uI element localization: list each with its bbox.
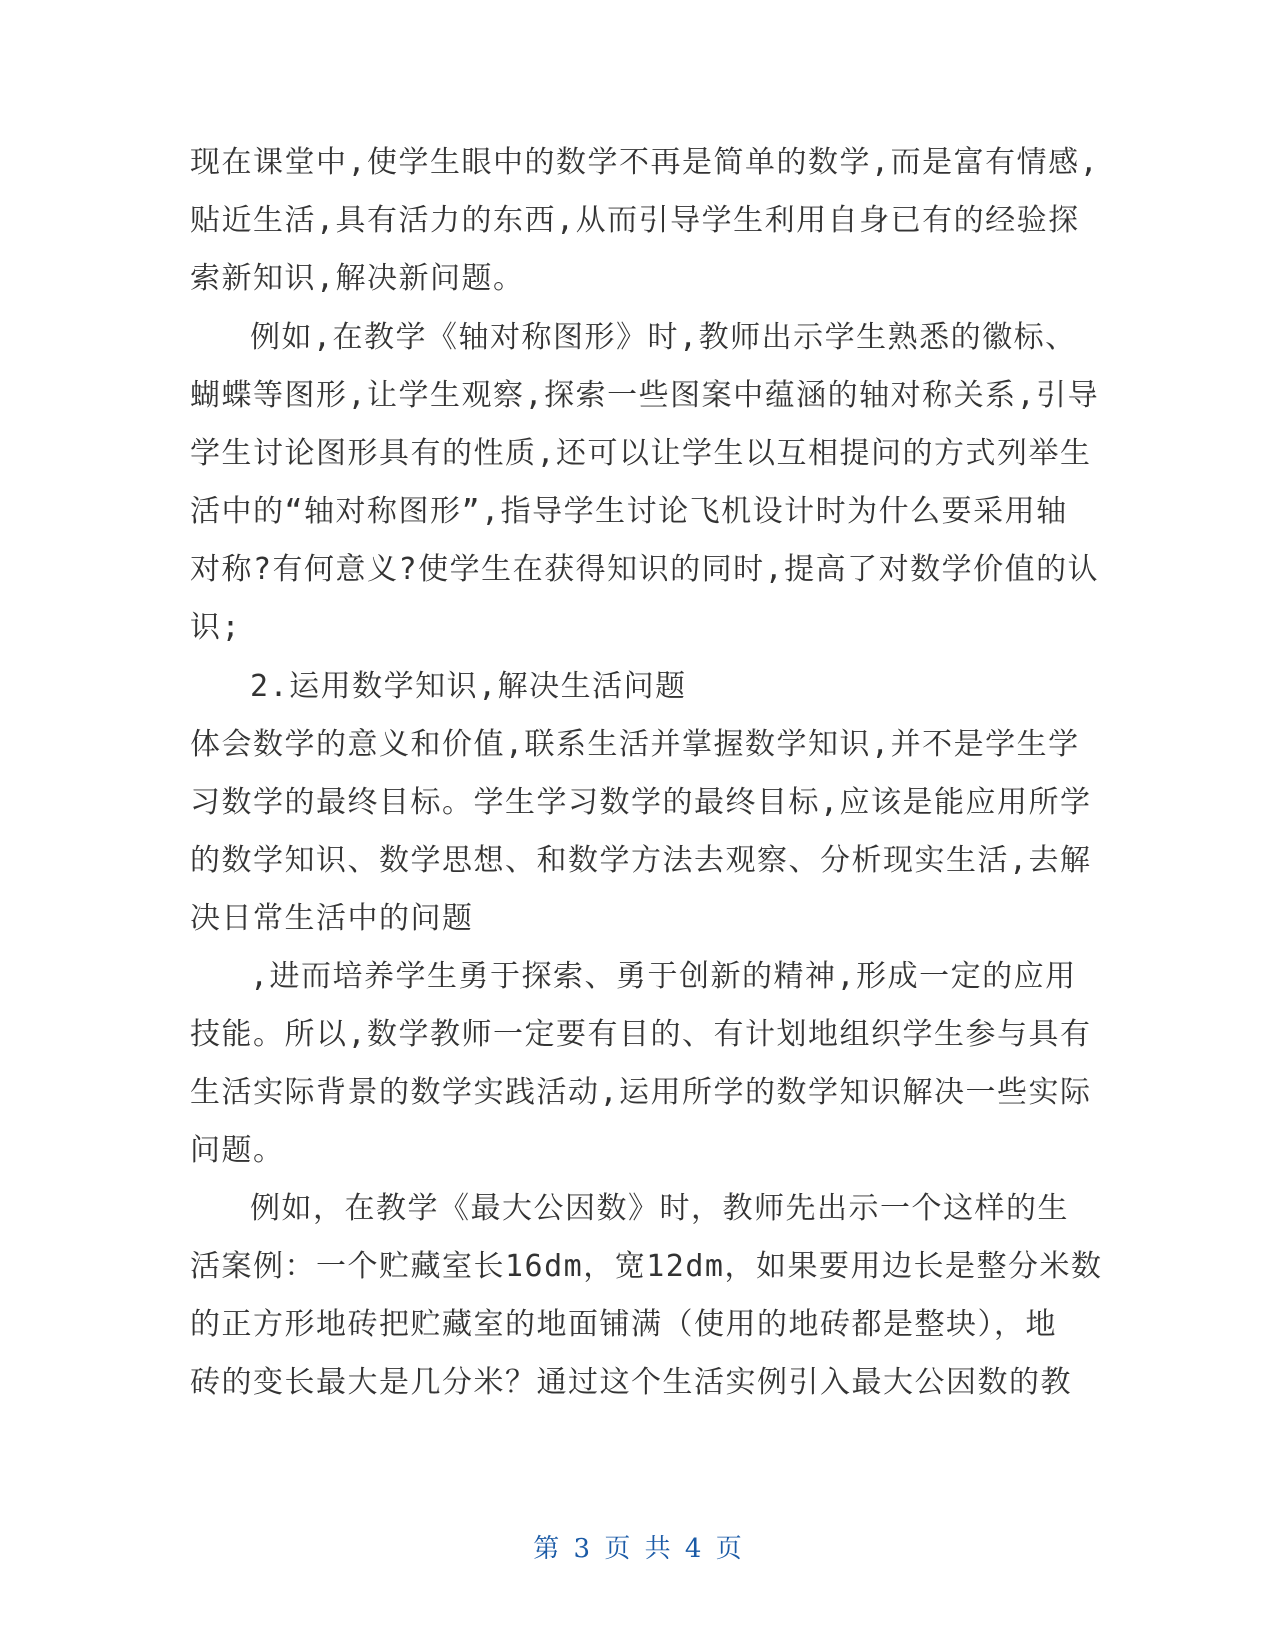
text-line: ,进而培养学生勇于探索、勇于创新的精神,形成一定的应用 bbox=[250, 959, 1077, 994]
section-heading: 2.运用数学知识,解决生活问题 bbox=[250, 669, 687, 704]
text-line: 的正方形地砖把贮藏室的地面铺满（使用的地砖都是整块），地 bbox=[190, 1307, 1057, 1342]
text-line: 例如，在教学《最大公因数》时，教师先出示一个这样的生 bbox=[250, 1191, 1069, 1226]
text-line: 活中的“轴对称图形”,指导学生讨论飞机设计时为什么要采用轴 bbox=[190, 494, 1068, 529]
page-number-footer: 第 3 页 共 4 页 bbox=[533, 1534, 742, 1564]
text-line: 的数学知识、数学思想、和数学方法去观察、分析现实生活,去解 bbox=[190, 843, 1092, 878]
text-line: 生活实际背景的数学实践活动,运用所学的数学知识解决一些实际 bbox=[190, 1075, 1092, 1110]
text-line: 技能。所以,数学教师一定要有目的、有计划地组织学生参与具有 bbox=[190, 1017, 1092, 1052]
text-line: 决日常生活中的问题 bbox=[190, 901, 474, 936]
text-line: 现在课堂中,使学生眼中的数学不再是简单的数学,而是富有情感, bbox=[190, 145, 1100, 180]
text-line: 识; bbox=[190, 610, 242, 645]
text-line: 学生讨论图形具有的性质,还可以让学生以互相提问的方式列举生 bbox=[190, 436, 1092, 471]
text-line: 索新知识,解决新问题。 bbox=[190, 261, 525, 296]
text-line: 蝴蝶等图形,让学生观察,探索一些图案中蕴涵的轴对称关系,引导 bbox=[190, 378, 1100, 413]
text-line: 习数学的最终目标。学生学习数学的最终目标,应该是能应用所学 bbox=[190, 785, 1092, 820]
text-line: 问题。 bbox=[190, 1133, 285, 1168]
text-line: 砖的变长最大是几分米？通过这个生活实例引入最大公因数的教 bbox=[190, 1365, 1072, 1400]
text-line: 例如,在教学《轴对称图形》时,教师出示学生熟悉的徽标、 bbox=[250, 320, 1077, 355]
text-line: 贴近生活,具有活力的东西,从而引导学生利用自身已有的经验探 bbox=[190, 203, 1080, 238]
text-line: 对称?有何意义?使学生在获得知识的同时,提高了对数学价值的认 bbox=[190, 552, 1100, 587]
text-line: 活案例：一个贮藏室长16dm，宽12dm，如果要用边长是整分米数 bbox=[190, 1249, 1103, 1284]
text-line: 体会数学的意义和价值,联系生活并掌握数学知识,并不是学生学 bbox=[190, 727, 1080, 762]
